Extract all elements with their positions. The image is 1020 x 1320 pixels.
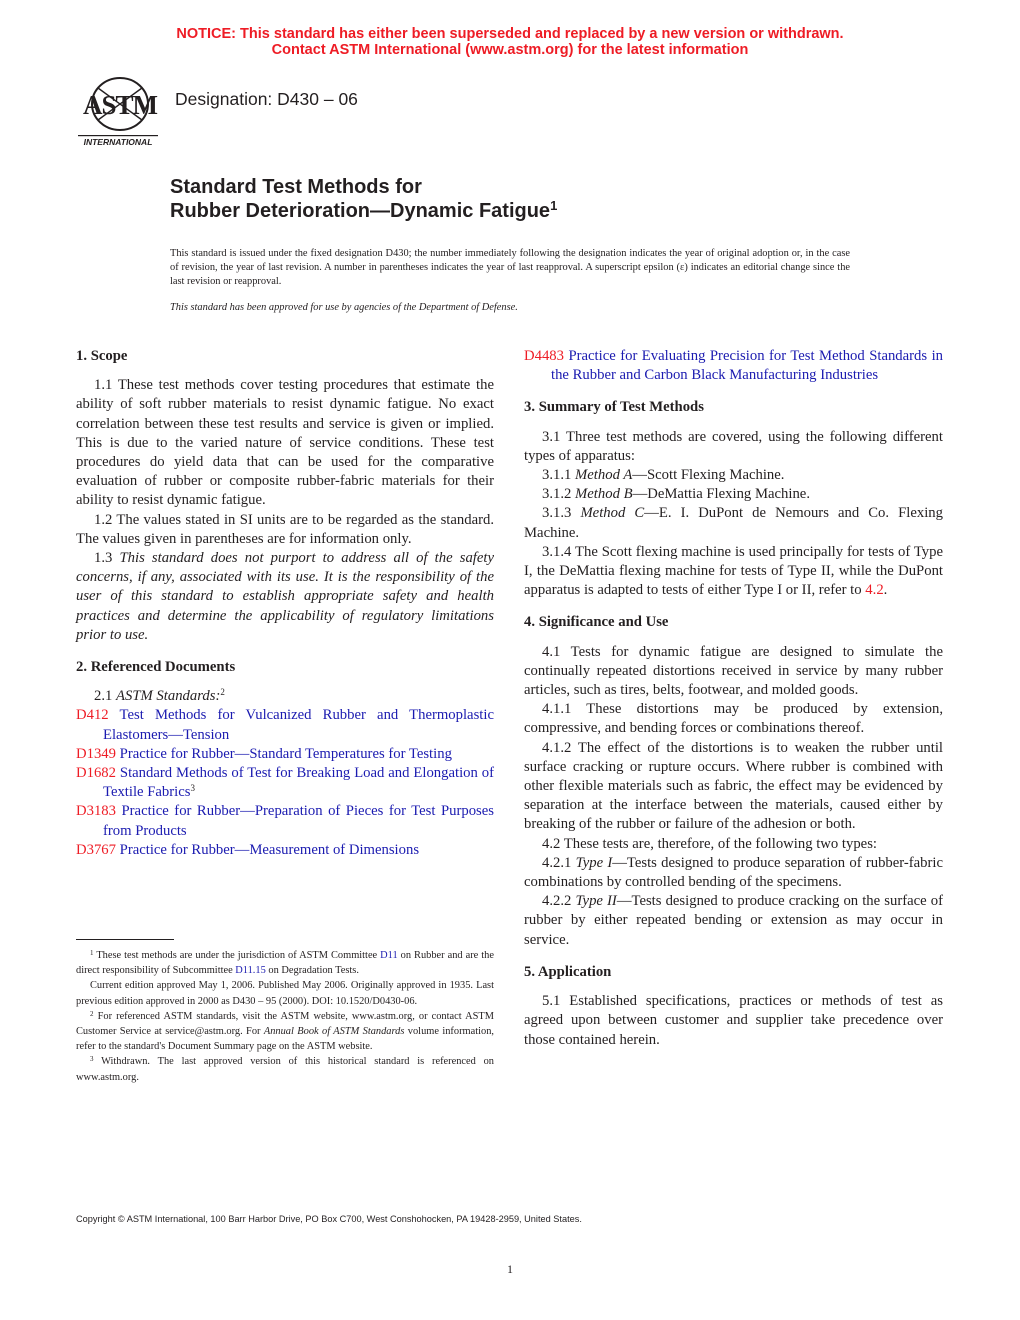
- footnote-2: $^2$ For referenced ASTM standards, visit the ASTM website, www.astm.org, or contact ASTM Customer Service at service@astm.org. For Annual Book of ASTM Standards volume information, refer to the standard's Document Summary page on the ASTM website.: [76, 1009, 494, 1053]
- designation: Designation: D430 – 06: [175, 89, 358, 109]
- reference-title-link[interactable]: Standard Methods of Test for Breaking Load and Elongation of Textile Fabrics: [103, 765, 494, 801]
- title-line-1: Standard Test Methods for: [170, 176, 422, 198]
- copyright: Copyright © ASTM International, 100 Barr Harbor Drive, PO Box C700, West Conshohocken, PA 19428-2959, United States.: [76, 1214, 582, 1224]
- document-title: [170, 175, 557, 225]
- reference-title-link[interactable]: Practice for Rubber—Preparation of Pieces for Test Purposes from Products: [103, 803, 495, 839]
- footnote-1: $^1$ These test methods are under the jurisdiction of ASTM Committee D11 on Rubber and are the direct responsibility of Subcommittee D11.15 on Degradation Tests.: [76, 949, 494, 977]
- para-4-1-2: 4.1.2 The effect of the distortions is to weaken the rubber until surface cracking or rupture occurs. Where rubber is combined with other flexible materials such as fabric, the effect may be evidenced by separation at the interface between the materials, caused either by breaking of the rubber or failure of the adhesion or both.: [524, 739, 943, 833]
- reference-code-link[interactable]: D3183: [76, 803, 116, 820]
- issued-note: This standard is issued under the fixed designation D430; the number immediately following the designation indicates the year of original adoption or, in the case of revision, the year of last revision. A number in parentheses indicates the year of last reapproval. A superscript epsilon (ε) indicates an editorial change since the last revision or reapproval.: [170, 248, 850, 287]
- reference-item: [524, 347, 943, 385]
- reference-code-link[interactable]: D1682: [76, 765, 116, 782]
- reference-item: [76, 764, 494, 802]
- footnote-rule: [76, 939, 174, 940]
- para-3-1-2: 3.1.2 Method B—DeMattia Flexing Machine.: [542, 486, 810, 503]
- left-column: [76, 347, 494, 860]
- title-line-2: Rubber Deterioration—Dynamic Fatigue$^1$: [170, 198, 558, 222]
- footnotes: [76, 948, 494, 1085]
- approved-note: This standard has been approved for use by agencies of the Department of Defense.: [170, 302, 518, 313]
- right-column: [524, 347, 943, 1050]
- page-number: 1: [507, 1262, 513, 1276]
- para-5-1: 5.1 Established specifications, practices or methods of test as agreed upon between customer and supplier take precedence over those contained herein.: [524, 993, 943, 1048]
- footnote-3: $^3$ Withdrawn. The last approved version of this historical standard is referenced on www.astm.org.: [76, 1055, 494, 1083]
- para-4-2: 4.2 These tests are, therefore, of the following two types:: [542, 835, 878, 852]
- reference-title-link[interactable]: Practice for Evaluating Precision for Test Method Standards in the Rubber and Carbon Black Manufacturing Industries: [551, 348, 944, 384]
- title-footnote-mark: 1: [550, 198, 558, 213]
- section-heading-scope: 1. Scope: [76, 348, 128, 364]
- reference-title-link[interactable]: Practice for Rubber—Measurement of Dimensions: [119, 841, 420, 858]
- section-heading-summary: 3. Summary of Test Methods: [524, 399, 704, 416]
- section-heading-significance: 4. Significance and Use: [524, 614, 669, 631]
- section-4-2-link[interactable]: 4.2: [865, 582, 884, 599]
- reference-code-link[interactable]: D4483: [524, 348, 564, 364]
- reference-item: [76, 802, 494, 840]
- reference-code-link[interactable]: D3767: [76, 841, 116, 858]
- para-4-1: 4.1 Tests for dynamic fatigue are designed to simulate the continually repeated distortions received in service by many rubber articles, such as tires, belts, footwear, and molded goods.: [524, 643, 943, 699]
- para-3-1-4: 3.1.4 The Scott flexing machine is used principally for tests of Type I, the DeMattia flexing machine for tests of Type II, while the DuPont apparatus is adapted to tests of either Type I or II, refer to 4.2.: [524, 543, 943, 599]
- section-heading-referenced: 2. Referenced Documents: [76, 659, 236, 676]
- reference-item: [76, 841, 494, 860]
- para-3-1-3: 3.1.3 Method C—E. I. DuPont de Nemours and Co. Flexing Machine.: [524, 505, 943, 541]
- referenced-list-continued: [524, 347, 943, 385]
- para-3-1-1: 3.1.1 Method A—Scott Flexing Machine.: [542, 467, 785, 484]
- reference-code-link[interactable]: D412: [76, 707, 109, 724]
- section-heading-application: 5. Application: [524, 963, 612, 980]
- svg-text:ASTM: ASTM: [82, 90, 158, 120]
- reference-title-link[interactable]: Practice for Rubber—Standard Temperatures for Testing: [119, 745, 452, 762]
- reference-item: [76, 745, 494, 764]
- astm-logo-icon: [76, 76, 160, 150]
- reference-title-link[interactable]: Test Methods for Vulcanized Rubber and Thermoplastic Elastomers—Tension: [103, 707, 494, 743]
- notice-line-2: Contact ASTM International (www.astm.org) for the latest information: [271, 41, 749, 58]
- committee-link[interactable]: D11: [380, 950, 398, 961]
- footnote-1-edition: Current edition approved May 1, 2006. Published May 2006. Originally approved in 1935. Last previous edition approved in 2000 as D430 – 95 (2000). DOI: 10.1520/D0430-06.: [76, 980, 494, 1007]
- notice-line-1: NOTICE: This standard has either been superseded and replaced by a new version or withdrawn.: [176, 26, 844, 42]
- svg-text:INTERNATIONAL: INTERNATIONAL: [83, 137, 153, 147]
- para-1-1: 1.1 These test methods cover testing procedures that estimate the ability of soft rubber materials to resist dynamic fatigue. No exact correlation between these test results and service is given or implied. This is due to the varied nature of service conditions. These test procedures do yield data that can be used for the comparative evaluation of rubber or composite rubber-fabric materials for their ability to resist dynamic fatigue.: [76, 377, 494, 509]
- para-4-1-1: 4.1.1 These distortions may be produced by extension, compressive, and bending forces or combinations thereof.: [524, 701, 943, 737]
- para-1-2: 1.2 The values stated in SI units are to be regarded as the standard. The values given in parentheses are for information only.: [76, 511, 494, 547]
- para-2-1: 2.1 ASTM Standards:$^2$: [94, 687, 225, 705]
- supersede-notice: [0, 27, 1020, 58]
- reference-footnote-mark: 3: [190, 783, 195, 794]
- referenced-list: [76, 706, 494, 860]
- reference-item: [76, 706, 494, 744]
- para-4-2-2: 4.2.2 Type II—Tests designed to produce cracking on the surface of rubber by either repeated bending or extension as may occur in service.: [524, 893, 943, 948]
- subcommittee-link[interactable]: D11.15: [235, 965, 266, 977]
- para-3-1: 3.1 Three test methods are covered, using the following different types of apparatus:: [524, 428, 943, 464]
- para-4-2-1: 4.2.1 Type I—Tests designed to produce separation of rubber-fabric combinations by controlled bending of the specimens.: [524, 854, 944, 891]
- reference-code-link[interactable]: D1349: [76, 745, 116, 762]
- para-1-3: 1.3 This standard does not purport to address all of the safety concerns, if any, associated with its use. It is the responsibility of the user of this standard to establish appropriate safety and health practices and determine the applicability of regulatory limitations prior to use.: [76, 550, 495, 643]
